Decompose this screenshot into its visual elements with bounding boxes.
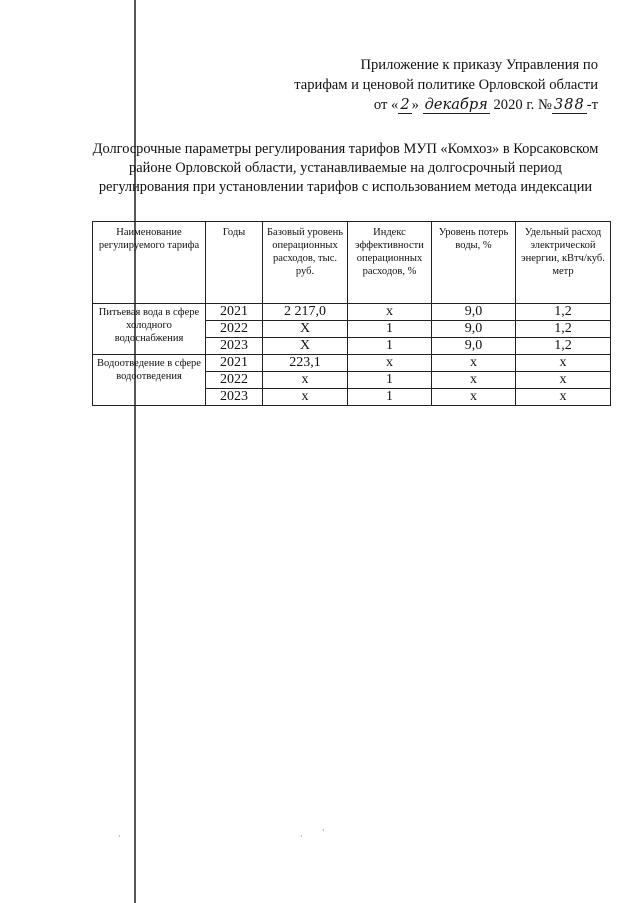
base-expenses-cell: Х	[263, 321, 348, 338]
year-cell: 2023	[206, 338, 263, 355]
header-energy-consumption: Удельный расход электрической энергии, кВтч/куб. метр	[516, 222, 611, 304]
header-years: Годы	[206, 222, 263, 304]
energy-consumption-cell: х	[516, 355, 611, 372]
header-line-3	[294, 95, 598, 115]
order-appendix-header	[294, 55, 598, 115]
water-loss-cell: х	[432, 355, 516, 372]
from-prefix: от «	[373, 97, 399, 113]
header-tariff-name: Наименование регулируемого тарифа	[93, 222, 206, 304]
handwritten-number: 388	[553, 96, 585, 113]
water-loss-cell: 9,0	[432, 321, 516, 338]
scan-speck: ·	[322, 826, 325, 835]
energy-consumption-cell: х	[516, 389, 611, 406]
parameters-table	[92, 221, 611, 406]
scan-speck: ·	[118, 832, 121, 841]
efficiency-index-cell: 1	[348, 389, 432, 406]
year-suffix: 2020 г. №	[493, 97, 552, 113]
year-cell: 2021	[206, 355, 263, 372]
table-header-row	[93, 222, 611, 304]
efficiency-index-cell: 1	[348, 321, 432, 338]
number-suffix: -т	[586, 97, 598, 113]
water-loss-cell: х	[432, 372, 516, 389]
year-cell: 2021	[206, 304, 263, 321]
handwritten-day: 2	[400, 96, 410, 113]
table-row	[93, 355, 611, 372]
header-water-loss: Уровень потерь воды, %	[432, 222, 516, 304]
water-loss-cell: х	[432, 389, 516, 406]
scan-speck: ·	[300, 832, 303, 841]
document-title: Долгосрочные параметры регулирования тарифов МУП «Комхоз» в Корсаковском районе Орловской области, устанавливаемые на долгосрочный период регулирования при установлении тарифов с использованием метода индексации	[92, 141, 599, 195]
water-loss-cell: 9,0	[432, 304, 516, 321]
header-efficiency-index: Индекс эффективности операционных расходов, %	[348, 222, 432, 304]
energy-consumption-cell: 1,2	[516, 321, 611, 338]
base-expenses-cell: 2 217,0	[263, 304, 348, 321]
energy-consumption-cell: х	[516, 372, 611, 389]
header-base-expenses: Базовый уровень операционных расходов, тыс. руб.	[263, 222, 348, 304]
energy-consumption-cell: 1,2	[516, 304, 611, 321]
efficiency-index-cell: 1	[348, 338, 432, 355]
efficiency-index-cell: х	[348, 304, 432, 321]
base-expenses-cell: 223,1	[263, 355, 348, 372]
year-cell: 2023	[206, 389, 263, 406]
efficiency-index-cell: 1	[348, 372, 432, 389]
handwritten-month: декабря	[424, 96, 488, 113]
tariff-name-cell: Питьевая вода в сфере холодного водоснабжения	[93, 304, 206, 355]
energy-consumption-cell: 1,2	[516, 338, 611, 355]
binding-line	[134, 0, 136, 903]
table-row	[93, 304, 611, 321]
water-loss-cell: 9,0	[432, 338, 516, 355]
header-line-1: Приложение к приказу Управления по	[360, 57, 598, 73]
base-expenses-cell: х	[263, 372, 348, 389]
mid-quote: »	[411, 97, 419, 113]
base-expenses-cell: х	[263, 389, 348, 406]
header-line-2: тарифам и ценовой политике Орловской области	[294, 77, 598, 93]
efficiency-index-cell: х	[348, 355, 432, 372]
base-expenses-cell: Х	[263, 338, 348, 355]
year-cell: 2022	[206, 372, 263, 389]
tariff-name-cell: Водоотведение в сфере водоотведения	[93, 355, 206, 406]
year-cell: 2022	[206, 321, 263, 338]
